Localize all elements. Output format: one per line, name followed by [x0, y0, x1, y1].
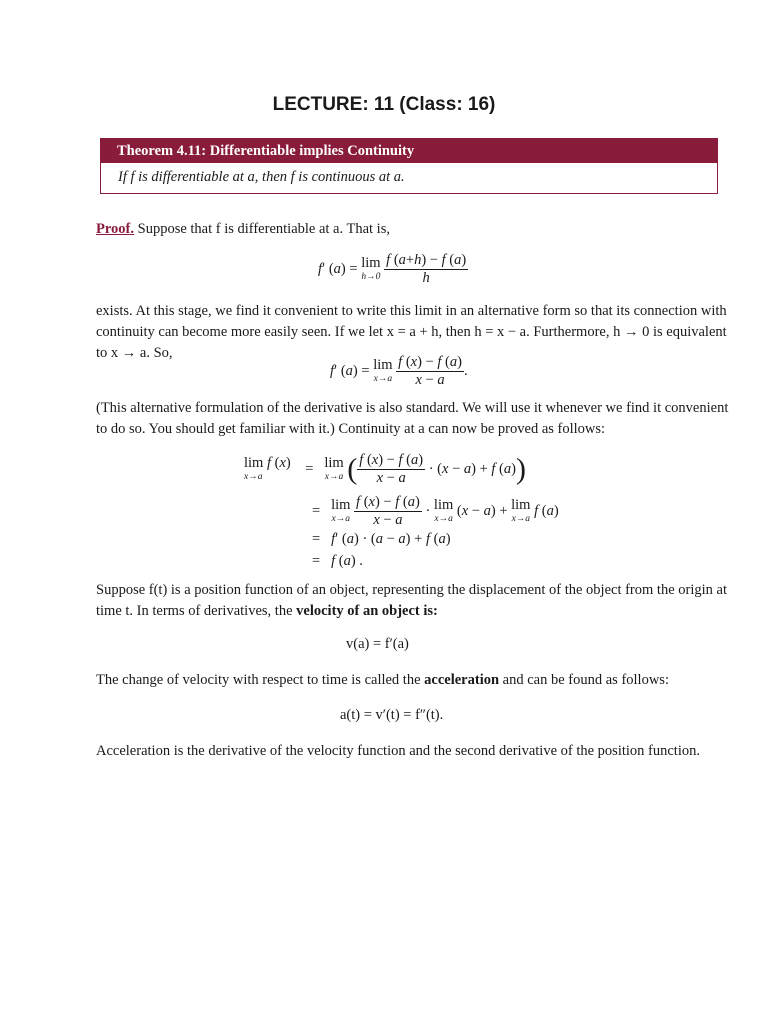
acceleration-bold-text: acceleration — [424, 672, 500, 688]
velocity-bold-text: velocity of an object is: — [296, 603, 438, 619]
acceleration-text-2: and can be found as follows: — [502, 672, 669, 688]
velocity-equation: v(a) = f′(a) — [346, 636, 409, 652]
theorem-box — [100, 138, 718, 194]
proof-intro-text: Suppose that f is differentiable at a. That is, — [137, 221, 390, 237]
alternative-derivative-equation: f′ (a) = lim x→a $\frac{f (x) - f (a)}{x - a}$ . — [330, 354, 468, 388]
derivation-line-3: = f′ (a) · (a − a) + f (a) — [312, 531, 451, 547]
derivative-definition-equation: f′ (a) = lim h→0 $\frac{f (a+h) - f (a)}{h}$ — [318, 252, 467, 286]
acceleration-equation: a(t) = v′(t) = f″(t). — [340, 707, 444, 723]
acceleration-paragraph — [96, 670, 732, 691]
theorem-statement: If f is differentiable at a, then f is continuous at a. — [118, 169, 405, 185]
page-title: LECTURE: 11 (Class: 16) — [272, 94, 496, 115]
derivation-line-4: = f (a) . — [312, 553, 363, 569]
theorem-heading: Theorem 4.11: Differentiable implies Continuity — [101, 139, 717, 163]
position-text: Suppose f(t) is a position function of an object, representing the displacement of the object from the origin at time t. In terms of derivatives, the — [96, 582, 727, 619]
exists-paragraph: exists. At this stage, we find it convenient to write this limit in an alternative form so that its connection with continuity can become more easily seen. If we let x = a + h, then h = x − a. Furthermore, h → 0 is equivalent to x → a. So, — [96, 303, 727, 361]
proof-intro-paragraph — [96, 219, 732, 240]
proof-label: Proof. — [96, 221, 134, 237]
alternative-formulation-paragraph: (This alternative formulation of the derivative is also standard. We will use it whenever we find it convenient to do so. You should get familiar with it.) Continuity at a can now be proved as follows: — [96, 400, 729, 437]
derivation-line-2: = lim x→a $\frac{f (x) - f (a)}{x - a}$ · lim x→a (x − a) + lim x→a f (a) — [312, 494, 559, 528]
final-paragraph: Acceleration is the derivative of the velocity function and the second derivative of the position function. — [96, 743, 700, 759]
acceleration-text-1: The change of velocity with respect to time is called the — [96, 672, 421, 688]
position-paragraph — [96, 580, 732, 622]
derivation-line-1: lim f (x) x→a = lim x→a ( $\frac{f (x) - f (a)}{x - a}$ · (x − a) + f (a)) — [244, 452, 526, 486]
